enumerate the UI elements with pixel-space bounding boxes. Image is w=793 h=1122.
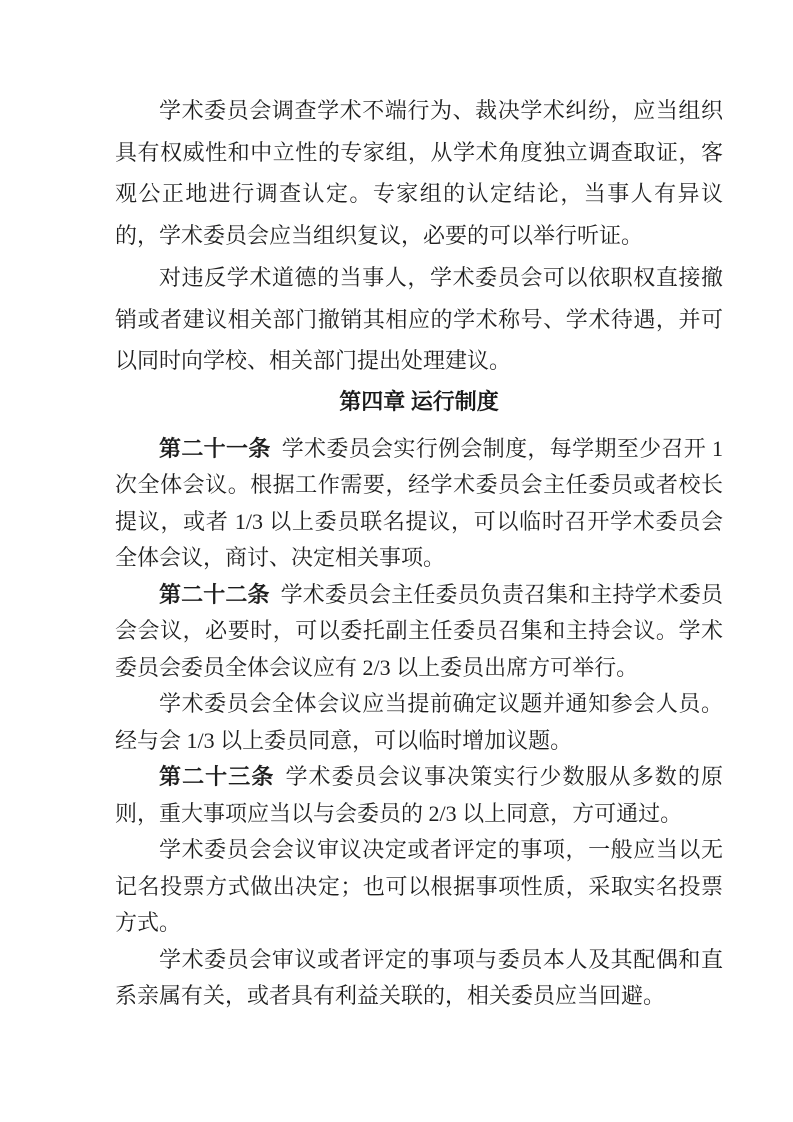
article-paragraph bbox=[115, 759, 723, 832]
chapter-body-section bbox=[115, 431, 723, 1015]
article-paragraph bbox=[115, 431, 723, 577]
chapter-heading: 第四章 运行制度 bbox=[339, 388, 499, 414]
body-paragraph bbox=[115, 832, 723, 942]
article-text: 学术委员会审议或者评定的事项与委员本人及其配偶和直系亲属有关，或者具有利益关联的，相关委员应当回避。 bbox=[115, 946, 723, 1009]
body-paragraph: 学术委员会调查学术不端行为、裁决学术纠纷，应当组织具有权威性和中立性的专家组，从学术角度独立调查取证，客观公正地进行调查认定。专家组的认定结论，当事人有异议的，学术委员会应当组织复议，必要的可以举行听证。 bbox=[115, 98, 723, 249]
article-number: 第二十二条 bbox=[159, 581, 270, 607]
article-text: 学术委员会议事决策实行少数服从多数的原则，重大事项应当以与会委员的 2/3 以上同意，方可通过。 bbox=[115, 764, 723, 826]
article-number: 第二十三条 bbox=[159, 764, 275, 790]
body-paragraph bbox=[115, 942, 723, 1015]
body-paragraph: 对违反学术道德的当事人，学术委员会可以依职权直接撤销或者建议相关部门撤销其相应的学术称号、学术待遇，并可以同时向学校、相关部门提出处理建议。 bbox=[115, 264, 723, 374]
article-text: 学术委员会会议审议决定或者评定的事项，一般应当以无记名投票方式做出决定；也可以根据事项性质，采取实名投票方式。 bbox=[115, 837, 723, 936]
article-number: 第二十一条 bbox=[159, 435, 271, 461]
article-paragraph bbox=[115, 577, 723, 687]
article-text: 学术委员会主任委员负责召集和主持学术委员会会议，必要时，可以委托副主任委员召集和主持会议。学术委员会委员全体会议应有 2/3 以上委员出席方可举行。 bbox=[115, 581, 723, 680]
intro-section bbox=[115, 90, 723, 382]
article-text: 学术委员会实行例会制度，每学期至少召开 1 次全体会议。根据工作需要，经学术委员会主任委员或者校长提议，或者 1/3 以上委员联名提议，可以临时召开学术委员会全体会议，商讨、决定相关事项。 bbox=[115, 435, 723, 571]
body-paragraph bbox=[115, 686, 723, 759]
article-text: 学术委员会全体会议应当提前确定议题并通知参会人员。经与会 1/3 以上委员同意，可以临时增加议题。 bbox=[115, 691, 723, 753]
